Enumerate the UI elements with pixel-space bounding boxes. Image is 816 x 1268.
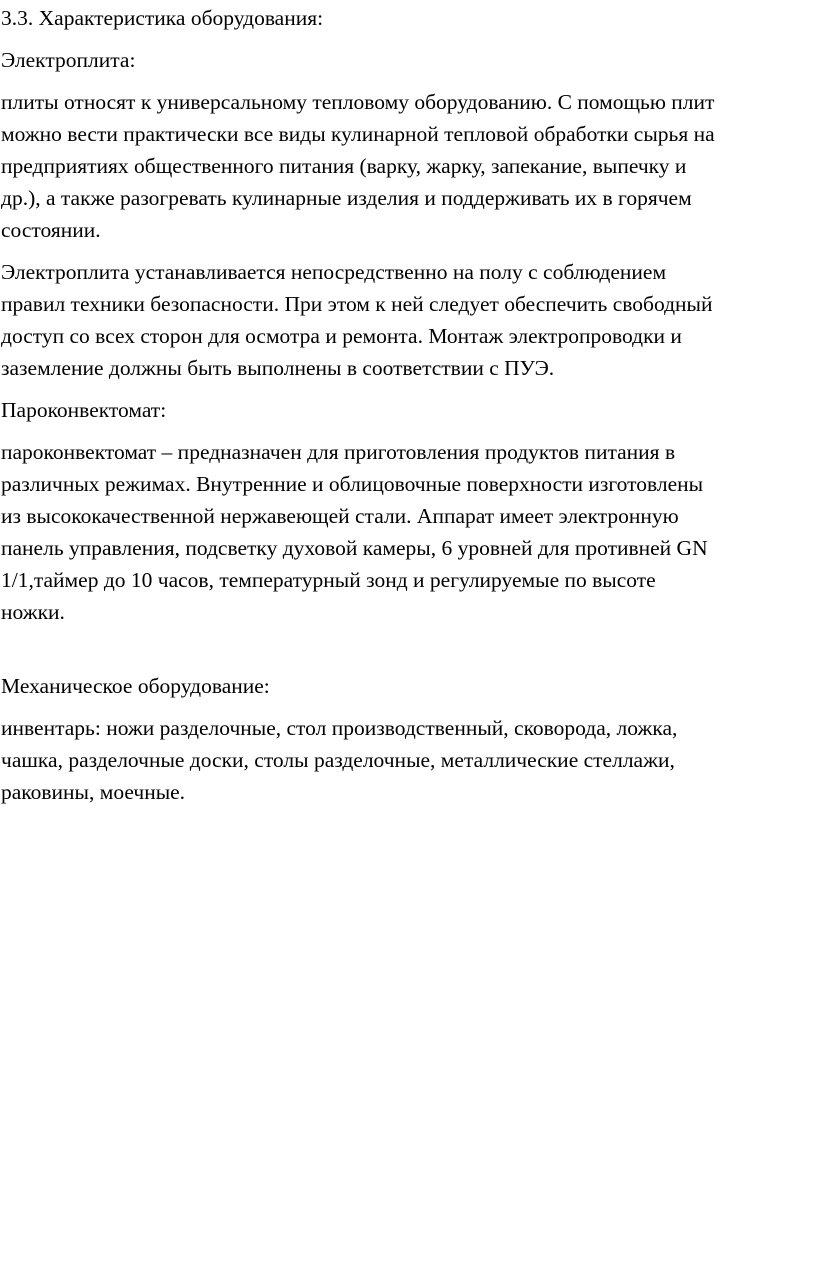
text-line: Электроплита устанавливается непосредственно на полу с соблюдением [1,260,667,284]
text-line: раковины, моечные. [1,780,186,804]
text-line: предприятиях общественного питания (варку, жарку, запекание, выпечку и [1,154,687,178]
text-line: правил техники безопасности. При этом к ней следует обеспечить свободный [1,292,713,316]
text-line: 1/1,таймер до 10 часов, температурный зонд и регулируемые по высоте [1,568,656,592]
electric-stove-installation [1,256,816,384]
text-line: инвентарь: ножи разделочные, стол производственный, сковорода, ложка, [1,716,678,740]
text-line: пароконвектомат – предназначен для приготовления продуктов питания в [1,440,676,464]
text-line: заземление должны быть выполнены в соответствии с ПУЭ. [1,356,555,380]
text-line: доступ со всех сторон для осмотра и ремонта. Монтаж электропроводки и [1,324,682,348]
text-line: из высококачественной нержавеющей стали. Аппарат имеет электронную [1,504,679,528]
text-line: панель управления, подсветку духовой камеры, 6 уровней для противней GN [1,536,708,560]
combi-steamer-heading-text: Пароконвектомат: [1,398,167,422]
text-line: различных режимах. Внутренние и облицовочные поверхности изготовлены [1,472,704,496]
text-line: можно вести практически все виды кулинарной тепловой обработки сырья на [1,122,715,146]
electric-stove-heading [1,44,816,76]
mechanical-description [1,712,816,808]
electric-stove-description [1,86,816,246]
section-heading [1,0,816,34]
text-line: ножки. [1,600,65,624]
text-line: плиты относят к универсальному тепловому оборудованию. С помощью плит [1,90,715,114]
mechanical-heading-text: Механическое оборудование: [1,674,270,698]
text-line: др.), а также разогревать кулинарные изделия и поддерживать их в горячем [1,186,692,210]
mechanical-heading [1,670,816,702]
section-heading-text: 3.3. Характеристика оборудования: [1,6,324,30]
text-line: состоянии. [1,218,101,242]
combi-steamer-heading [1,394,816,426]
electric-stove-heading-text: Электроплита: [1,48,136,72]
text-line: чашка, разделочные доски, столы разделочные, металлические стеллажи, [1,748,675,772]
combi-steamer-description [1,436,816,628]
